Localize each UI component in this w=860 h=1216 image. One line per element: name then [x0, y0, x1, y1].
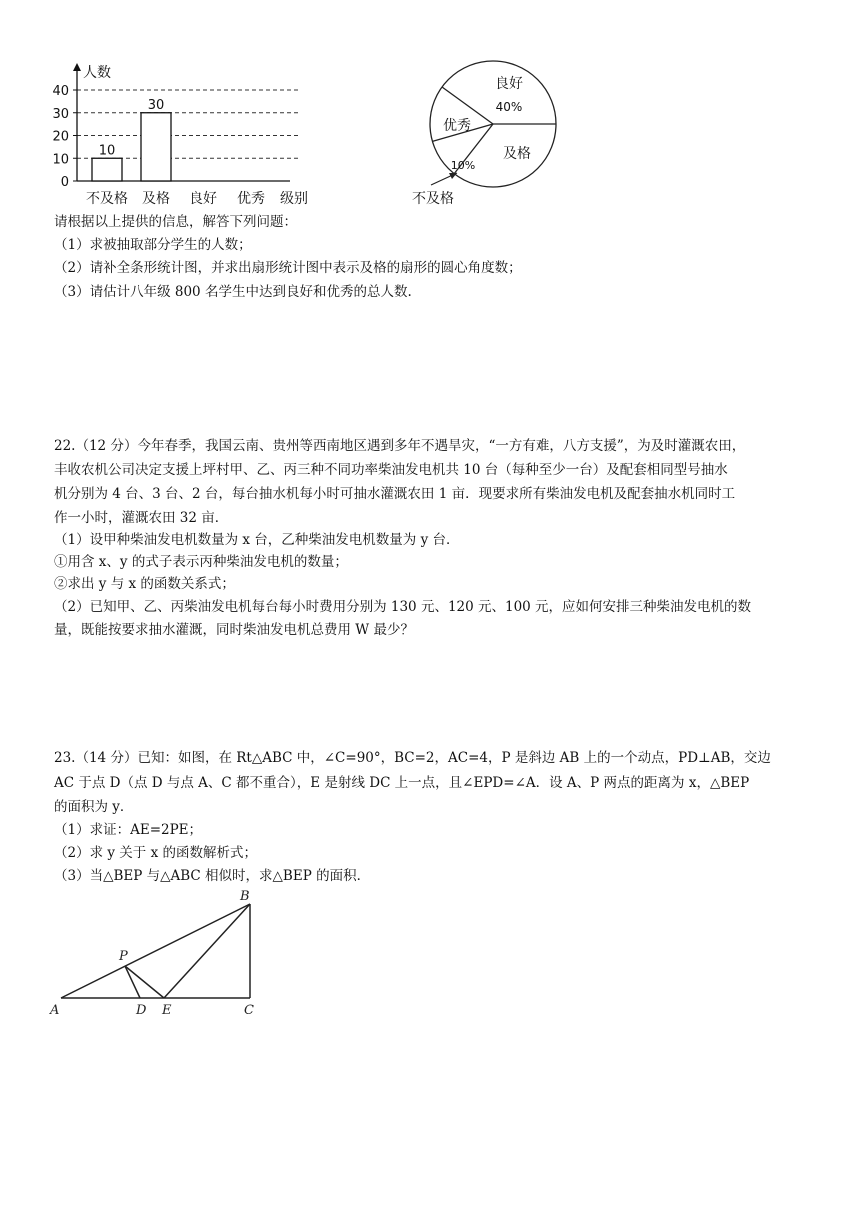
label-e: E: [162, 1003, 172, 1018]
pie-percent-good: 40%: [495, 100, 523, 114]
q21-item-1: （1）求被抽取部分学生的人数；: [54, 237, 252, 253]
q23-line-6: （3）当△BEP 与△ABC 相似时，求△BEP 的面积．: [54, 868, 371, 884]
q21-intro: 请根据以上提供的信息，解答下列问题：: [54, 214, 297, 230]
q21-item-3: （3）请估计八年级 800 名学生中达到良好和优秀的总人数.: [54, 284, 412, 300]
y-axis-arrow: [73, 63, 81, 71]
q22-line-8: （2）已知甲、乙、丙柴油发电机每台每小时费用分别为 130 元、120 元、100 元，应如何安排三种柴油发电机的数: [54, 599, 752, 615]
label-d: D: [136, 1003, 147, 1018]
q23-line-3: 的面积为 y．: [54, 799, 134, 815]
q22-line-5: （1）设甲种柴油发电机数量为 x 台，乙种柴油发电机数量为 y 台．: [54, 532, 460, 548]
pie-label-good: 良好: [495, 76, 523, 92]
label-b: B: [240, 889, 250, 904]
bar-data-label: 10: [98, 143, 116, 159]
y-tick-label: 30: [52, 106, 69, 122]
bar-不及格: [92, 158, 122, 181]
q22-line-3: 机分别为 4 台、3 台、2 台，每台抽水机每小时可抽水灌溉农田 1 亩．现要求所有柴油发电机及配套抽水机同时工: [54, 486, 736, 502]
q22-line-6: ①用含 x、y 的式子表示丙种柴油发电机的数量；: [54, 554, 348, 570]
side-ab: [61, 904, 250, 998]
label-a: A: [50, 1003, 60, 1018]
q22-line-7: ②求出 y 与 x 的函数关系式；: [54, 576, 235, 592]
label-c: C: [244, 1003, 254, 1018]
q22-line-4: 作一小时，灌溉农田 32 亩．: [54, 510, 229, 526]
segment-pe: [125, 966, 164, 998]
q23-line-2: AC 于点 D（点 D 与点 A、C 都不重合），E 是射线 DC 上一点，且∠EPD=∠A．设 A、P 两点的距离为 x，△BEP: [54, 775, 750, 791]
bar-data-label: 30: [147, 97, 165, 113]
pie-label-fail: 不及格: [412, 191, 454, 207]
x-category-label: 良好: [189, 191, 217, 207]
x-category-label: 优秀: [237, 191, 265, 207]
segment-pd: [125, 966, 140, 998]
y-tick-label: 10: [52, 152, 69, 168]
q23-line-5: （2）求 y 关于 x 的函数解析式；: [54, 845, 257, 861]
x-category-label: 不及格: [86, 191, 128, 207]
y-tick-label: 40: [52, 84, 69, 99]
pie-label-excellent: 优秀: [443, 118, 471, 134]
y-tick-label: 20: [52, 129, 69, 145]
q23-line-4: （1）求证：AE=2PE；: [54, 822, 203, 838]
y-tick-label: 0: [60, 175, 69, 190]
bar-chart: [40, 55, 340, 210]
label-p: P: [119, 949, 128, 964]
pie-label-pass: 及格: [503, 146, 531, 162]
x-category-label: 及格: [142, 191, 170, 207]
bar-及格: [141, 113, 171, 181]
pie-chart: [405, 55, 565, 210]
q22-line-1: 22.（12 分）今年春季，我国云南、贵州等西南地区遇到多年不遇旱灾，“一方有难，八方支援”，为及时灌溉农田，: [54, 438, 746, 454]
y-axis-label: 人数: [83, 65, 111, 81]
segment-be: [164, 904, 250, 998]
q21-item-2: （2）请补全条形统计图，并求出扇形统计图中表示及格的扇形的圆心角度数；: [54, 260, 522, 276]
triangle-figure: [44, 888, 264, 1023]
q23-line-1: 23.（14 分）已知：如图，在 Rt△ABC 中，∠C=90°，BC=2，AC=4，P 是斜边 AB 上的一个动点，PD⊥AB，交边: [54, 750, 771, 766]
pie-percent-fail: 10%: [450, 159, 476, 172]
x-axis-label: 级别: [280, 191, 308, 207]
q22-line-9: 量，既能按要求抽水灌溉，同时柴油发电机总费用 W 最少？: [54, 622, 414, 638]
q22-line-2: 丰收农机公司决定支援上坪村甲、乙、丙三种不同功率柴油发电机共 10 台（每种至少一台）及配套相同型号抽水: [54, 462, 728, 478]
